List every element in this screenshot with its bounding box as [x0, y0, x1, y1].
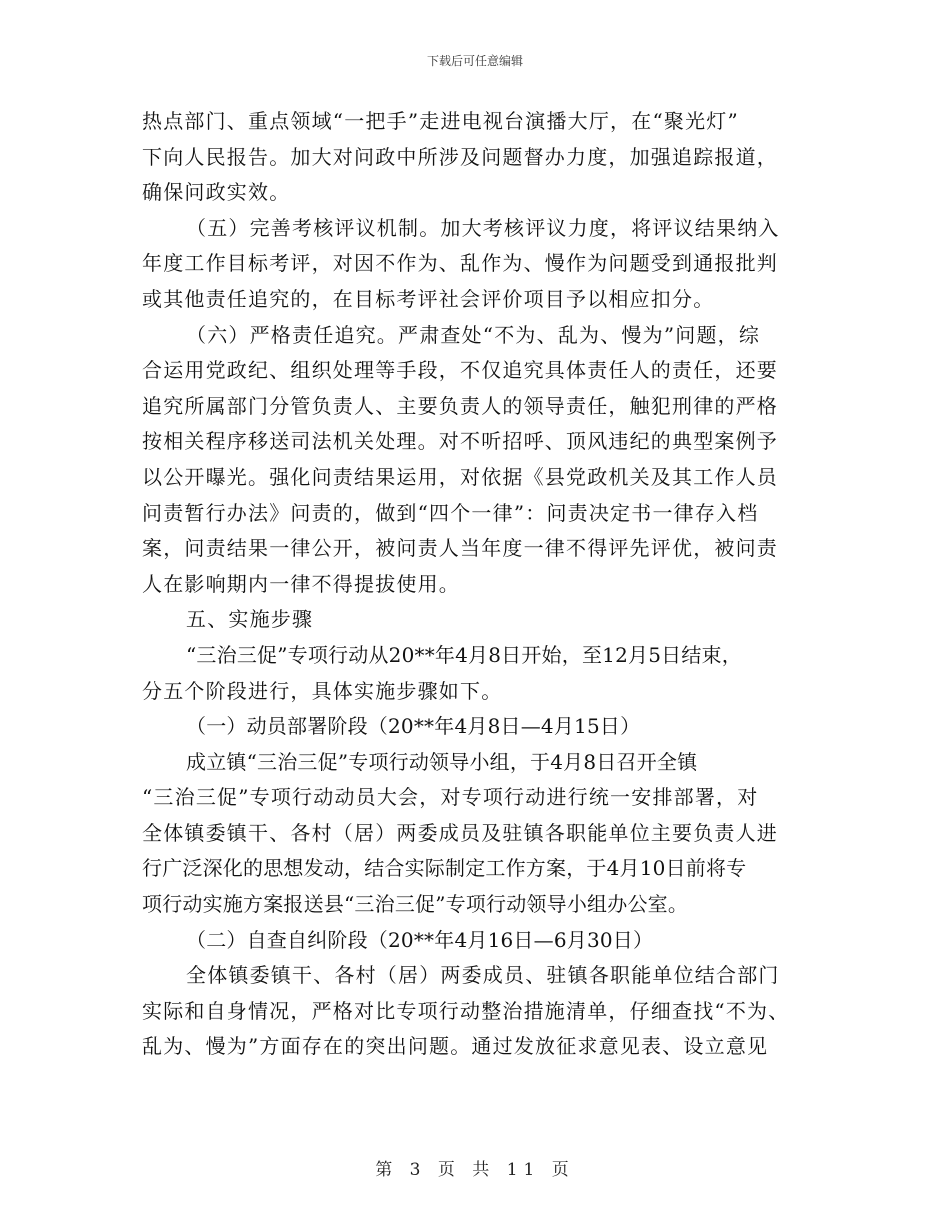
paragraph-line: 确保问政实效。 — [142, 180, 291, 205]
stage-heading: （二）自查自纠阶段（20**年4月16日—6月30日） — [186, 927, 654, 952]
paragraph-line: 案，问责结果一律公开，被问责人当年度一律不得评先评优，被问责 — [142, 536, 778, 561]
paragraph-line: 全体镇委镇干、各村（居）两委成员、驻镇各职能单位结合部门 — [186, 963, 780, 988]
paragraph-line: 乱为、慢为”方面存在的突出问题。通过发放征求意见表、设立意见 — [142, 1034, 769, 1059]
paragraph-line: 人在影响期内一律不得提拔使用。 — [142, 571, 460, 596]
stage-heading: （一）动员部署阶段（20**年4月8日—4月15日） — [186, 714, 641, 739]
paragraph-line: 下向人民报告。加大对问政中所涉及问题督办力度，加强追踪报道， — [142, 144, 778, 169]
paragraph-line: 问责暂行办法》问责的，做到“四个一律”：问责决定书一律存入档 — [142, 500, 759, 525]
paragraph-line: 以公开曝光。强化问责结果运用，对依据《县党政机关及其工作人员 — [142, 464, 778, 489]
section-title: 五、实施步骤 — [186, 607, 314, 632]
document-body — [142, 104, 812, 1065]
page-number-footer: 第 3 页 共 11 页 — [375, 1160, 575, 1180]
paragraph-line: 全体镇委镇干、各村（居）两委成员及驻镇各职能单位主要负责人进 — [142, 820, 778, 845]
paragraph-line: 或其他责任追究的，在目标考评社会评价项目予以相应扣分。 — [142, 286, 715, 311]
paragraph-line: 合运用党政纪、组织处理等手段，不仅追究具体责任人的责任，还要 — [142, 358, 778, 383]
paragraph-line: “三治三促”专项行动动员大会，对专项行动进行统一安排部署，对 — [142, 785, 759, 810]
section-heading-line: （五）完善考核评议机制。加大考核评议力度，将评议结果纳入 — [186, 215, 780, 240]
section-heading-line: （六）严格责任追究。严肃查处“不为、乱为、慢为”问题，综 — [186, 322, 761, 347]
paragraph-line: 实际和自身情况，严格对比专项行动整治措施清单，仔细查找“不为、 — [142, 998, 790, 1023]
paragraph-line: 项行动实施方案报送县“三治三促”专项行动领导小组办公室。 — [142, 892, 689, 917]
paragraph-line: 热点部门、重点领域“一把手”走进电视台演播大厅，在“聚光灯” — [142, 109, 739, 133]
paragraph-line: 行广泛深化的思想发动，结合实际制定工作方案，于4月10日前将专 — [142, 856, 747, 881]
paragraph-line: 分五个阶段进行，具体实施步骤如下。 — [142, 678, 503, 703]
paragraph-line: 按相关程序移送司法机关处理。对不听招呼、顶风违纪的典型案例予 — [142, 429, 778, 454]
paragraph-line: 成立镇“三治三促”专项行动领导小组，于4月8日召开全镇 — [186, 749, 698, 774]
page-header-note: 下载后可任意编辑 — [426, 54, 523, 68]
paragraph-line: 年度工作目标考评，对因不作为、乱作为、慢作为问题受到通报批判 — [142, 251, 778, 276]
paragraph-line: 追究所属部门分管负责人、主要负责人的领导责任，触犯刑律的严格 — [142, 393, 778, 418]
paragraph-line: “三治三促”专项行动从20**年4月8日开始，至12月5日结束， — [186, 642, 742, 667]
